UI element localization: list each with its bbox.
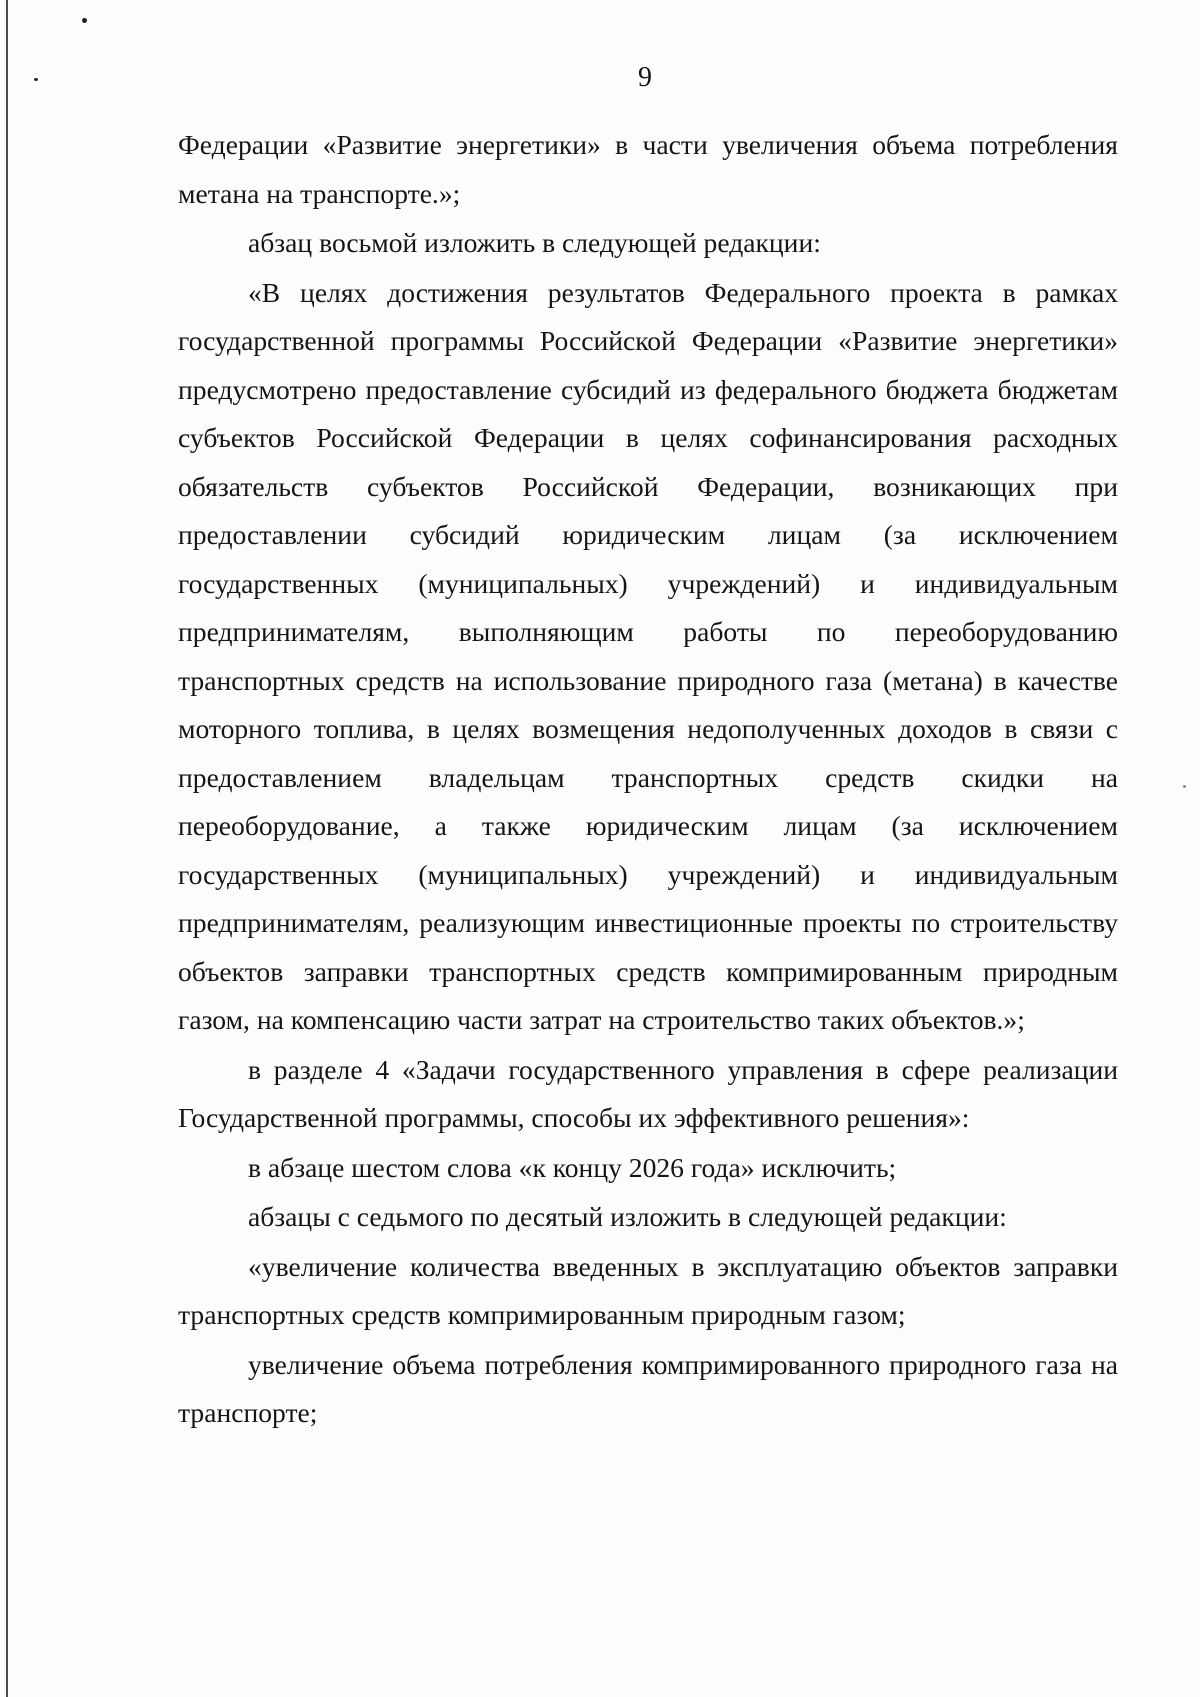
paragraph: в абзаце шестом слова «к концу 2026 года» исключить; [248,1151,897,1183]
paragraph: Федерации «Развитие энергетики» в части увеличения объема потребления метана на транспорте.»; [178,129,1118,209]
paragraph: в разделе 4 «Задачи государственного управления в сфере реализации Государственной программы, способы их эффективного решения»: [178,1053,1118,1133]
paragraph: «увеличение количества введенных в эксплуатацию объектов заправки транспортных средств компримированным природным газом; [178,1250,1118,1330]
paragraph: «В целях достижения результатов Федерального проекта в рамках государственной программы Российской Федерации «Развитие энергетики» предусмотрено предоставление субсидий из федерального бюджета бюджетам субъектов Российской Федерации в целях софинансирования расходных обязательств субъектов Российской Федерации, возникающих при предоставлении субсидий юридическим лицам (за исключением государственных (муниципальных) учреждений) и индивидуальным предпринимателям, выполняющим работы по переоборудованию транспортных средств на использование природного газа (метана) в качестве моторного топлива, в целях возмещения недополученных доходов в связи с предоставлением владельцам транспортных средств скидки на переоборудование, а также юридическим лицам (за исключением государственных (муниципальных) учреждений) и индивидуальным предпринимателям, реализующим инвестиционные проекты по строительству объектов заправки транспортных средств компримированным природным газом, на компенсацию части затрат на строительство таких объектов.»; [178,276,1118,1035]
scan-speck [1183,785,1186,788]
page-number: 9 [638,62,652,93]
paragraph: увеличение объема потребления компримированного природного газа на транспорте; [178,1348,1118,1428]
paragraph: абзацы с седьмого по десятый изложить в следующей редакции: [248,1201,1007,1232]
document-body [178,121,1118,1438]
scan-speck [82,18,87,23]
scan-edge-line [6,0,8,1697]
paragraph: абзац восьмой изложить в следующей редакции: [248,227,821,258]
